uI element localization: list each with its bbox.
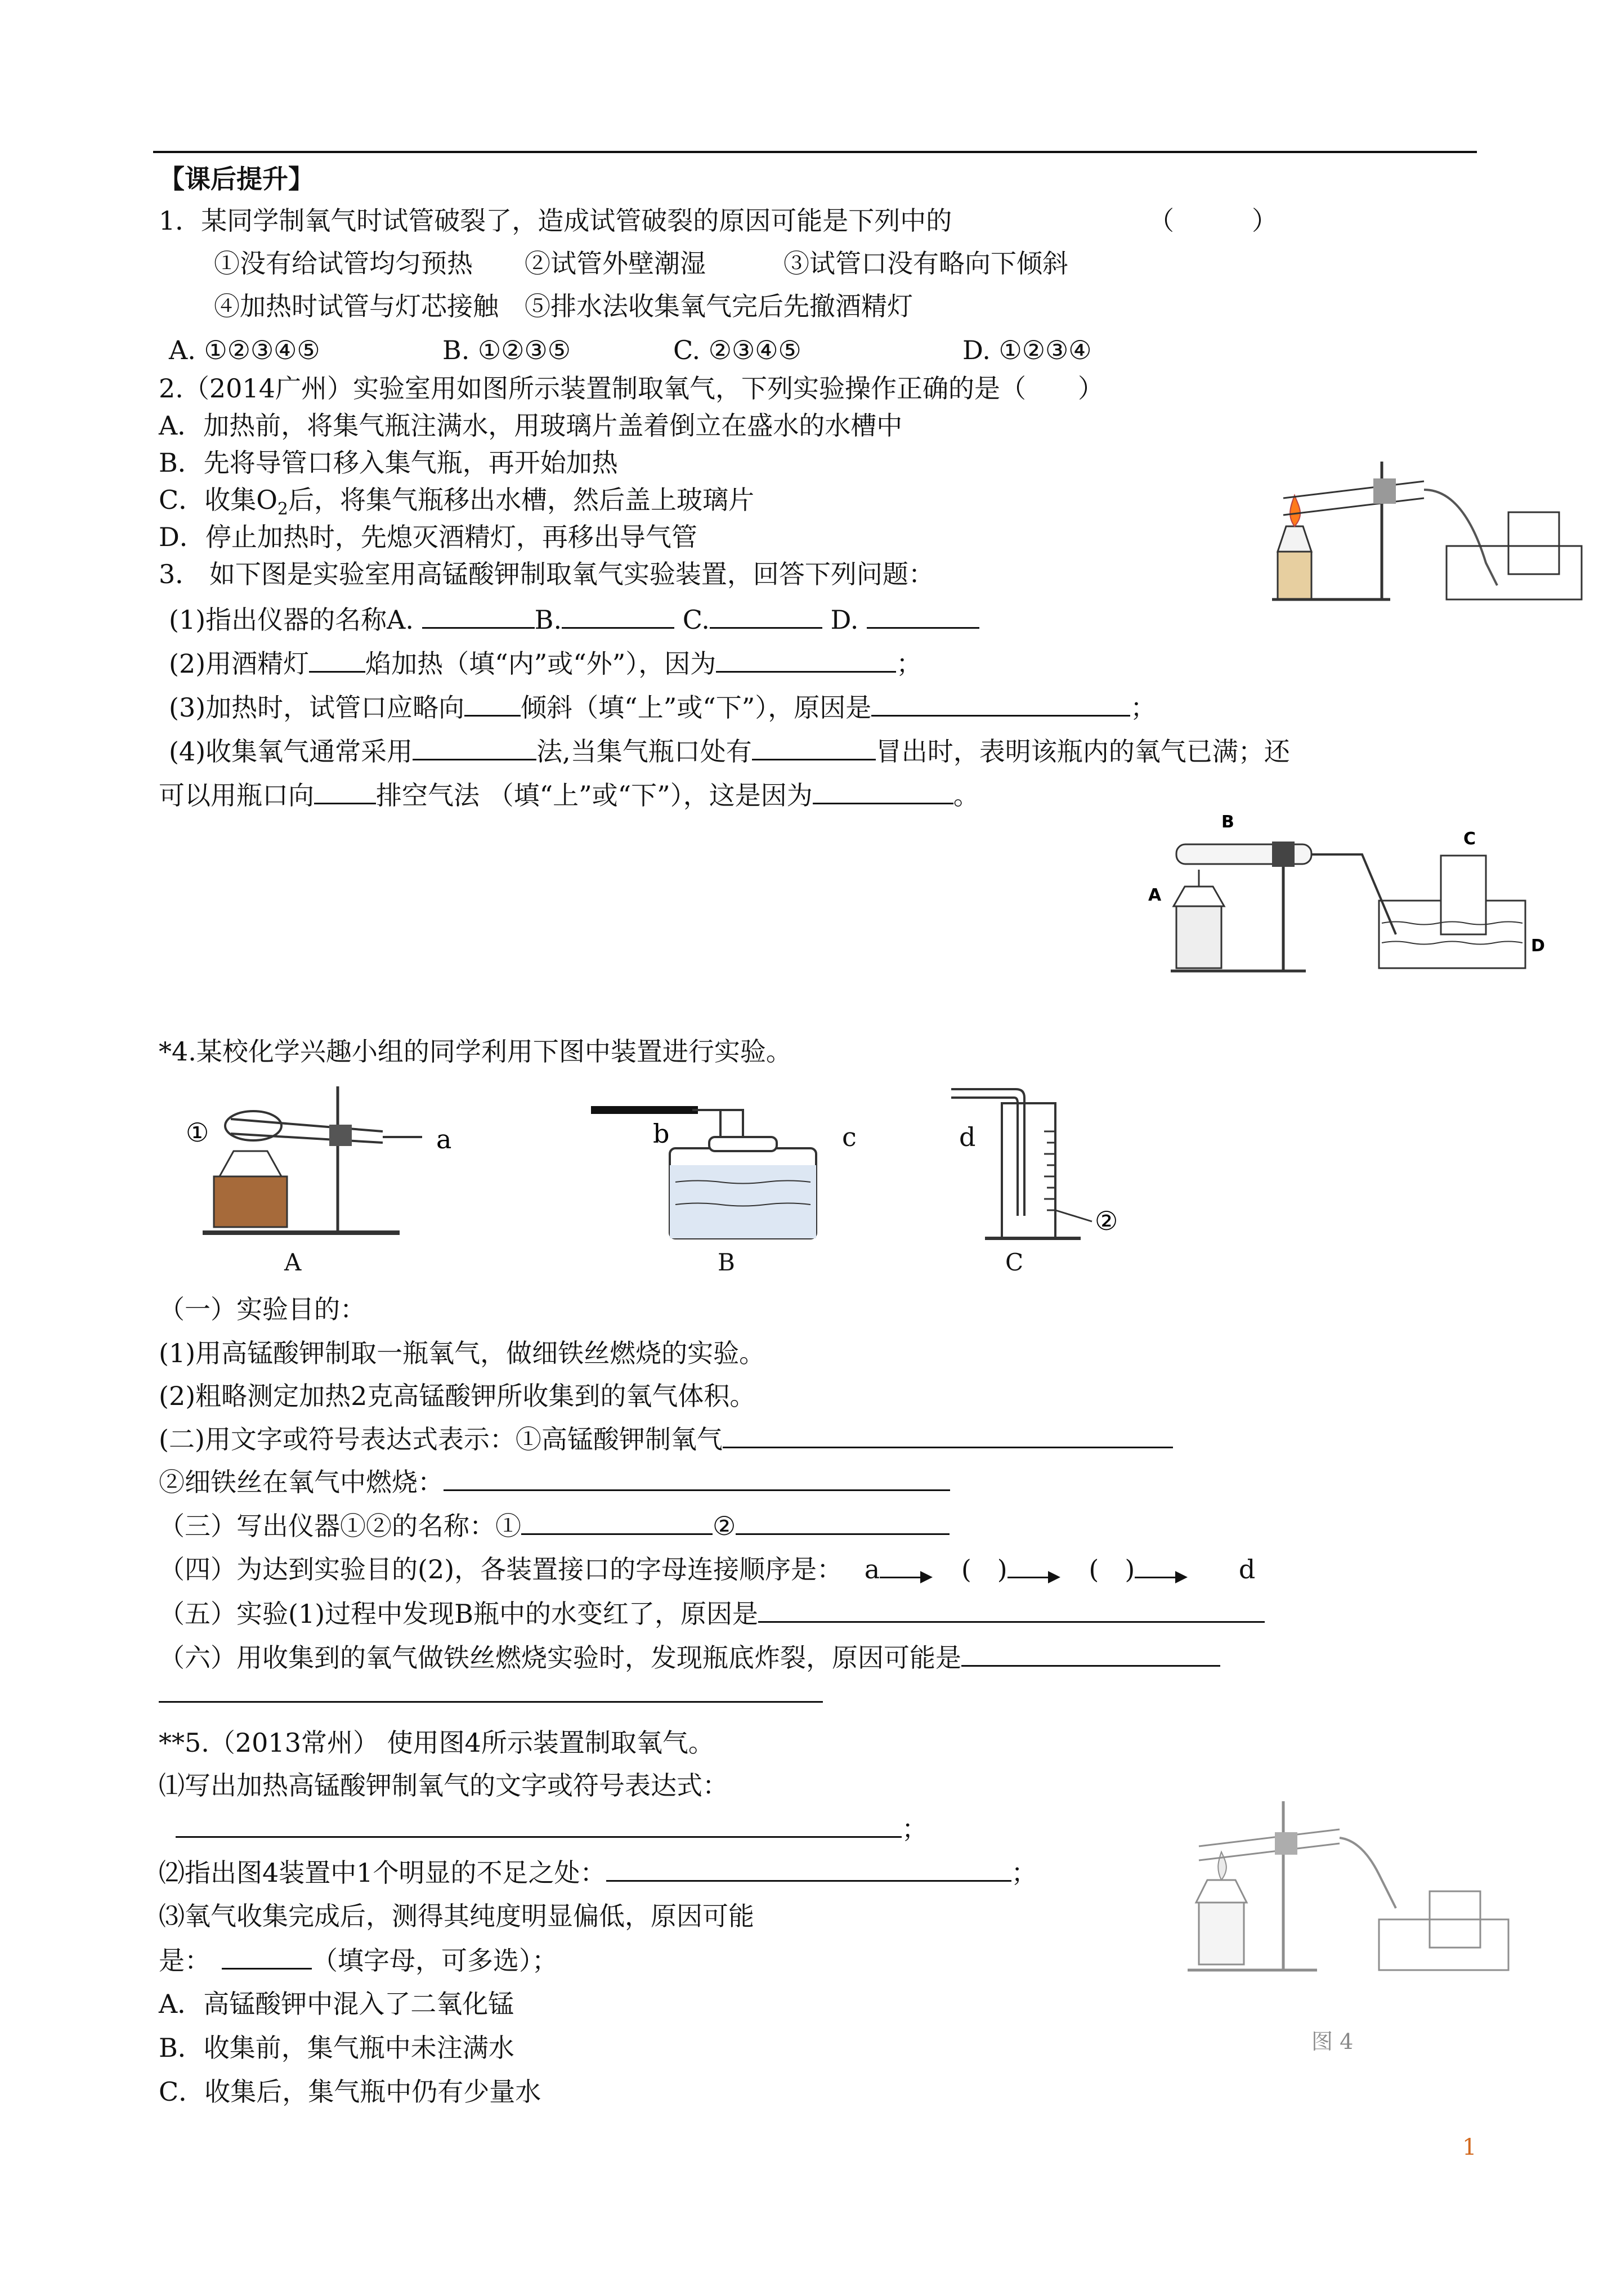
q3-part1-b-label: B.: [534, 605, 562, 635]
q5-part2-end: ；: [1011, 1858, 1037, 1888]
q4-section1-item1: (1)用高锰酸钾制取一瓶氧气，做细铁丝燃烧的实验。: [159, 1338, 765, 1368]
q1-option-b: B. ①②③⑤: [442, 335, 571, 365]
q3-part4-d: 可以用瓶口向: [159, 780, 314, 811]
q3-part3-a: (3)加热时，试管口应略向: [169, 692, 465, 723]
q3-part2-end: ；: [896, 648, 923, 679]
q4-arrow-1: [880, 1554, 930, 1578]
q4-blank-red-water[interactable]: [758, 1596, 1265, 1623]
q3-part2: [169, 646, 922, 681]
q5-part2: [159, 1855, 1037, 1890]
q5-blank-equation[interactable]: [176, 1811, 902, 1838]
q3-fig-label-a: A: [1148, 885, 1162, 905]
q3-blank-b[interactable]: [562, 602, 674, 629]
q4-blank-instrument2[interactable]: [736, 1509, 950, 1535]
q3-part4-cont: [159, 778, 979, 812]
q4-section2-text: (二)用文字或符号表达式表示：①高锰酸钾制氧气: [159, 1424, 723, 1454]
q5-part1-answer: [176, 1811, 928, 1846]
q3-part3-b: 倾斜（填“上”或“下”），原因是: [521, 692, 872, 723]
q4-section2-item2-text: ②细铁丝在氧气中燃烧：: [159, 1467, 444, 1497]
q4-section4-text: （四）为达到实验目的(2)，各装置接口的字母连接顺序是：: [159, 1554, 843, 1585]
q5-part1-end: ；: [902, 1814, 928, 1844]
q5-option-c: C．收集后，集气瓶中仍有少量水: [159, 2076, 541, 2107]
q3-part4-c: 冒出时，表明该瓶内的氧气已满；还: [875, 736, 1290, 767]
q3-part4-end: 。: [953, 780, 979, 811]
top-rule: [153, 151, 1477, 153]
q4-caption-b: B: [718, 1248, 735, 1276]
q4-blank-kmno4-equation[interactable]: [723, 1422, 1173, 1448]
q4-fig-label-a: a: [436, 1124, 452, 1154]
section-header: 【课后提升】: [159, 164, 314, 194]
q3-apparatus-figure: [1126, 811, 1553, 974]
q2-option-c-subscript: 2: [277, 499, 289, 520]
q4-section2: [159, 1422, 1173, 1456]
q3-blank-because[interactable]: [813, 778, 953, 804]
q4-section5-text: （五）实验(1)过程中发现B瓶中的水变红了，原因是: [159, 1599, 758, 1629]
q4-section5: [159, 1596, 1265, 1631]
q4-arrow-2: [1007, 1554, 1058, 1578]
q4-section4-paren1[interactable]: ( ): [961, 1554, 1007, 1585]
q4-figure-a: [186, 1075, 478, 1250]
q4-blank-instrument1[interactable]: [521, 1509, 713, 1535]
q3-blank-c[interactable]: [710, 602, 822, 629]
q4-figure-b: [585, 1098, 901, 1244]
q3-part2-b: 焰加热（填“内”或“外”），因为: [365, 648, 717, 679]
q4-section3: [159, 1509, 950, 1543]
q2-option-b: B．先将导管口移入集气瓶，再开始加热: [159, 447, 618, 478]
q1-items-line1: ①没有给试管均匀预热 ②试管外壁潮湿 ③试管口没有略向下倾斜: [214, 248, 1068, 279]
q3-blank-direction[interactable]: [464, 690, 521, 717]
q3-part3: [169, 690, 1156, 724]
q3-part2-a: (2)用酒精灯: [169, 648, 310, 679]
q5-part3: ⑶氧气收集完成后，测得其纯度明显偏低，原因可能: [159, 1901, 754, 1931]
q5-part1: ⑴写出加热高锰酸钾制氧气的文字或符号表达式：: [159, 1770, 728, 1801]
q4-section3-a: （三）写出仪器①②的名称：①: [159, 1511, 521, 1541]
q1-option-c: C. ②③④⑤: [673, 335, 801, 365]
q3-blank-cause[interactable]: [871, 690, 1130, 717]
q4-fig-label-c: c: [842, 1122, 857, 1152]
q1-answer-paren: （ ）: [1148, 205, 1278, 236]
q3-part1-d-label: D.: [830, 605, 859, 635]
q4-section1-item2: (2)粗略测定加热2克高锰酸钾所收集到的氧气体积。: [159, 1381, 756, 1411]
q4-caption-a: A: [284, 1248, 302, 1276]
q1-option-a: A. ①②③④⑤: [169, 335, 320, 365]
q4-section6: [159, 1640, 1220, 1675]
q4-caption-c: C: [1005, 1248, 1024, 1276]
q2-option-a: A．加热前，将集气瓶注满水，用玻璃片盖着倒立在盛水的水槽中: [159, 410, 903, 441]
q4-fig-label-b: b: [653, 1118, 670, 1149]
q1-items-line2: ④加热时试管与灯芯接触 ⑤排水法收集氧气完后先撤酒精灯: [214, 291, 913, 321]
q4-fig-label-circle2: ②: [1095, 1206, 1118, 1236]
q3-blank-reason[interactable]: [716, 646, 896, 673]
q5-figure-caption: 图 4: [1311, 2029, 1354, 2054]
q3-part4: [169, 734, 1290, 768]
q2-apparatus-figure: [1261, 405, 1587, 602]
q3-fig-label-b: B: [1221, 812, 1234, 832]
q3-part4-b: 法,当集气瓶口处有: [536, 736, 752, 767]
q3-part4-a: (4)收集氧气通常采用: [169, 736, 413, 767]
q5-part3-b: 是：: [159, 1945, 211, 1976]
q5-part2-text: ⑵指出图4装置中1个明显的不足之处：: [159, 1858, 606, 1888]
q5-part3-cont: [159, 1943, 558, 1977]
q4-stem: *4.某校化学兴趣小组的同学利用下图中装置进行实验。: [159, 1036, 792, 1067]
q4-blank-iron-equation[interactable]: [444, 1465, 950, 1491]
q3-part1-a-label: (1)指出仪器的名称A.: [169, 605, 414, 635]
q3-fig-label-c: C: [1463, 829, 1476, 849]
q3-stem: 3． 如下图是实验室用高锰酸钾制取氧气实验装置，回答下列问题：: [159, 559, 934, 589]
q4-section2-item2: [159, 1465, 950, 1499]
q3-fig-label-d: D: [1531, 936, 1545, 956]
q3-blank-d[interactable]: [867, 602, 979, 629]
q4-section6-text: （六）用收集到的氧气做铁丝燃烧实验时，发现瓶底炸裂，原因可能是: [159, 1642, 961, 1673]
q5-part3-c: （填字母，可多选）；: [312, 1945, 558, 1976]
q5-option-a: A．高锰酸钾中混入了二氧化锰: [159, 1989, 514, 2019]
q1-stem: 1．某同学制氧气时试管破裂了，造成试管破裂的原因可能是下列中的: [159, 205, 952, 236]
q5-apparatus-figure: [1176, 1790, 1514, 2015]
q4-section4-first: a: [864, 1554, 880, 1585]
q4-section3-b: ②: [713, 1511, 736, 1541]
q4-blank-bottle-crack[interactable]: [961, 1640, 1220, 1667]
q2-option-d: D．停止加热时，先熄灭酒精灯，再移出导气管: [159, 522, 697, 552]
q3-blank-mouth[interactable]: [314, 778, 376, 804]
q3-blank-bubbles[interactable]: [752, 734, 876, 760]
q4-fig-label-d: d: [959, 1122, 976, 1152]
q3-part1: [169, 602, 979, 637]
q4-section4-paren2[interactable]: ( ): [1089, 1554, 1135, 1585]
q4-section4: [159, 1552, 1255, 1586]
q5-option-b: B．收集前，集气瓶中未注满水: [159, 2033, 514, 2063]
q2-stem: 2.（2014广州）实验室用如图所示装置制取氧气，下列实验操作正确的是（ ）: [159, 373, 1104, 404]
q3-part4-e: 排空气法 （填“上”或“下”），这是因为: [376, 780, 813, 811]
q2-option-c-part2: 后，将集气瓶移出水槽，然后盖上玻璃片: [288, 485, 755, 515]
q4-section4-last: d: [1238, 1554, 1256, 1585]
q3-part1-c-label: C.: [682, 605, 710, 635]
q4-section1: （一）实验目的：: [159, 1294, 366, 1324]
q3-blank-method[interactable]: [413, 734, 536, 760]
q3-blank-flame[interactable]: [309, 646, 365, 673]
q1-option-d: D. ①②③④: [962, 335, 1092, 365]
q4-arrow-3: [1135, 1554, 1185, 1578]
q3-part3-end: ；: [1130, 692, 1157, 723]
q5-stem: **5.（2013常州） 使用图4所示装置制取氧气。: [159, 1727, 714, 1758]
q5-blank-choice[interactable]: [222, 1943, 312, 1970]
page-number: 1: [1462, 2134, 1477, 2160]
q3-blank-a[interactable]: [422, 602, 535, 629]
q4-answer-line: [159, 1701, 823, 1703]
q4-fig-label-circle1: ①: [186, 1117, 209, 1148]
q2-option-c-part1: C．收集O: [159, 485, 277, 515]
q4-figure-c: [951, 1081, 1143, 1244]
q5-blank-deficiency[interactable]: [606, 1855, 1011, 1882]
